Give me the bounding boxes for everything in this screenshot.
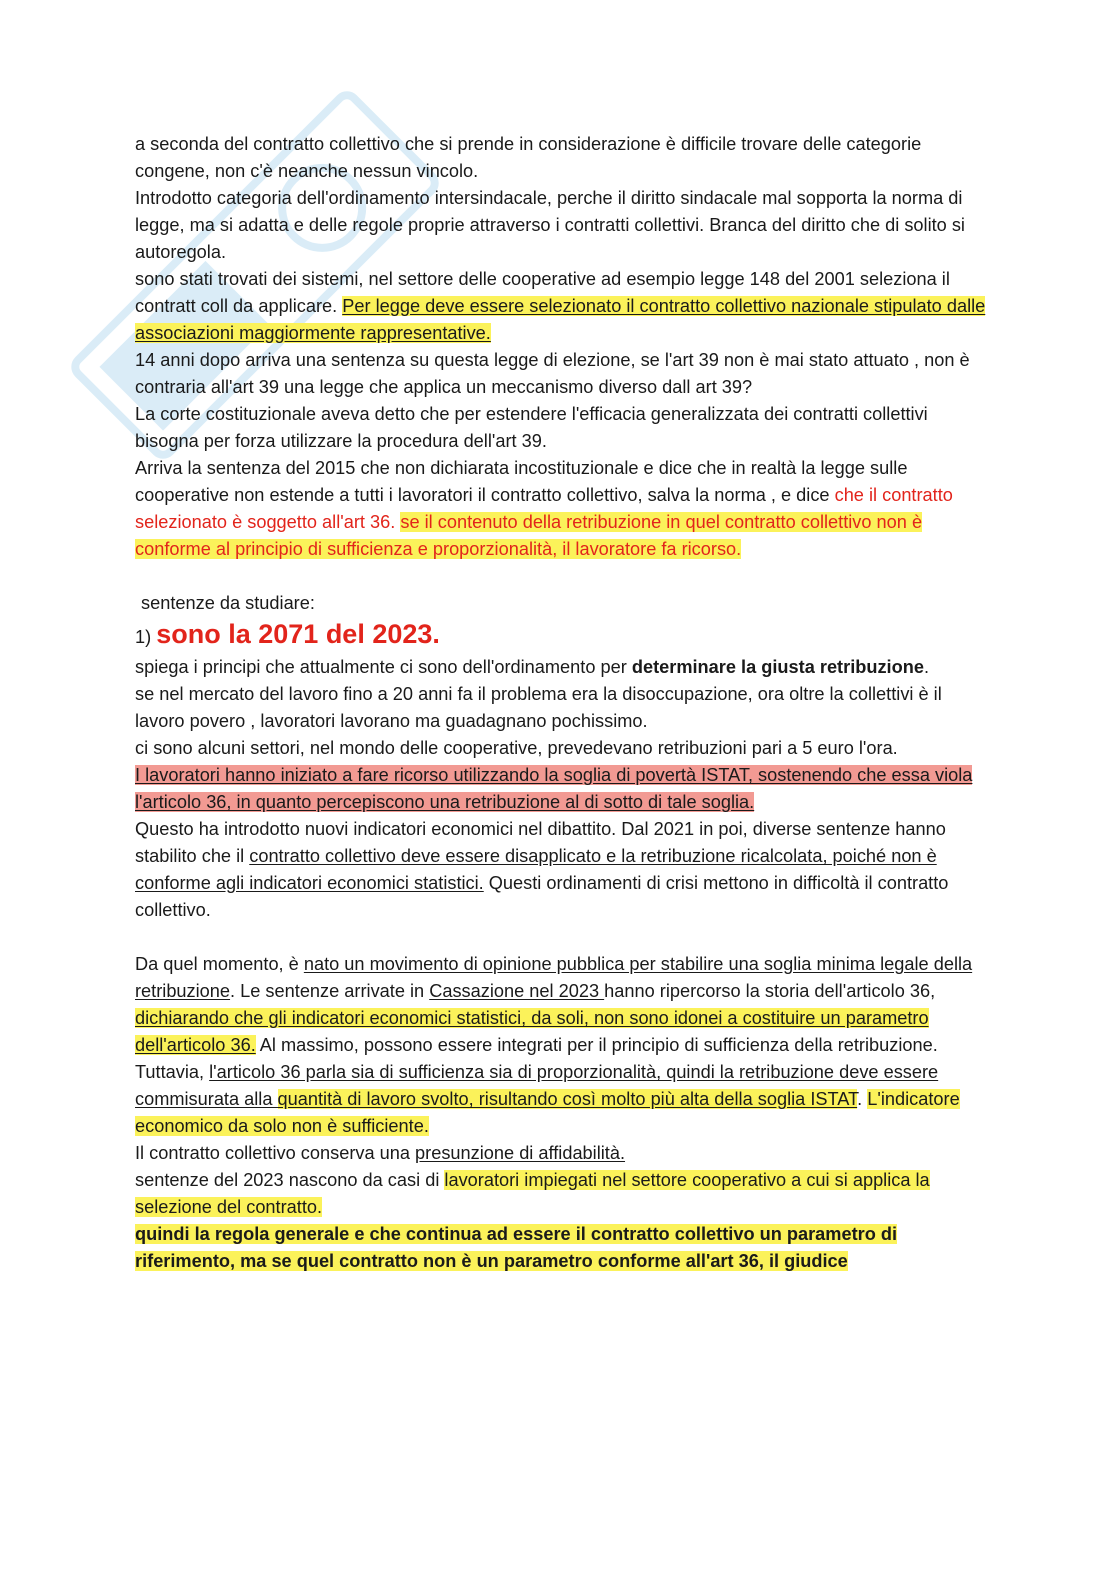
underline-soglia-minima: nato un movimento di opinione pubblica per stabilire una soglia minima legale della retribuzione — [135, 954, 973, 1001]
p12-part-e: hanno ripercorso la storia dell'articolo 36, — [604, 981, 936, 1001]
sentence-heading — [135, 617, 995, 654]
spacer-2 — [135, 924, 995, 951]
highlight-indicatore-solo: L'indicatore economico da solo non è sufficiente. — [135, 1089, 960, 1136]
underline-disapplicato: contratto collettivo deve essere disapplicato e la retribuzione ricalcolata, poiché non è conforme agli indicatori economici statistici. — [135, 846, 937, 893]
p12-part-g: Al massimo, possono essere integrati per il principio di sufficienza della retribuzione. Tuttavia, — [135, 1035, 938, 1082]
paragraph-3-text: sono stati trovati dei sistemi, nel settore delle cooperative ad esempio legge 148 del 2001 seleziona il contratt coll da applicare. — [135, 269, 950, 316]
paragraph-4: 14 anni dopo arriva una sentenza su questa legge di elezione, se l'art 39 non è mai stato attuato , non è contraria all'art 39 una legge che applica un meccanismo diverso dall art 39? — [135, 350, 970, 397]
highlight-cooperativo: lavoratori impiegati nel settore cooperativo a cui si applica la selezione del contratto. — [135, 1170, 930, 1217]
p14-part-a: sentenze del 2023 nascono da casi di — [135, 1170, 445, 1190]
paragraph-7-text: spiega i principi che attualmente ci sono dell'ordinamento per — [135, 657, 632, 677]
paragraph-2: Introdotto categoria dell'ordinamento intersindacale, perche il diritto sindacale mal sopporta la norma di legge, ma si adatta e delle regole proprie attraverso i contratti collettivi. Branca del diritto che di solito si autoregola. — [135, 188, 965, 262]
paragraph-8: se nel mercato del lavoro fino a 20 anni fa il problema era la disoccupazione, ora oltre la collettivi è il lavoro povero , lavoratori lavorano ma guadagnano pochissimo. — [135, 684, 942, 731]
paragraph-1: a seconda del contratto collettivo che si prende in considerazione è difficile trovare delle categorie congene, non c'è neanche nessun vincolo. — [135, 134, 922, 181]
paragraph-6 — [135, 455, 995, 563]
highlight-quantita: quantità di lavoro svolto, risultando così molto più alta della soglia ISTAT — [277, 1089, 858, 1109]
p12-part-a: Da quel momento, è — [135, 954, 304, 974]
paragraph-13 — [135, 1140, 995, 1167]
underline-cassazione: Cassazione nel 2023 — [429, 981, 605, 1001]
paragraph-9: ci sono alcuni settori, nel mondo delle cooperative, prevedevano retribuzioni pari a 5 euro l'ora. — [135, 738, 898, 758]
paragraph-11 — [135, 816, 995, 924]
paragraph-12 — [135, 951, 995, 1140]
underline-articolo36: l'articolo 36 parla sia di sufficienza sia di proporzionalità, quindi la retribuzione deve essere commisurata alla — [135, 1062, 939, 1109]
paragraph-7 — [135, 654, 995, 681]
highlight-legge: Per legge deve essere selezionato il contratto collettivo nazionale stipulato dalle associazioni maggiormente rappresentative. — [135, 296, 986, 343]
item-number: 1) — [135, 627, 152, 647]
paragraph-3 — [135, 266, 995, 347]
p12-part-c: . Le sentenze arrivate in — [230, 981, 430, 1001]
paragraph-11-text: Questo ha introdotto nuovi indicatori economici nel dibattito. Dal 2021 in poi, diverse sentenze hanno stabilito che il — [135, 819, 946, 866]
red-text-art36: che il contratto selezionato è soggetto all'art 36. — [135, 485, 953, 532]
underline-presunzione: presunzione di affidabilità. — [415, 1143, 626, 1163]
highlight-istat: I lavoratori hanno iniziato a fare ricorso utilizzando la soglia di povertà ISTAT, sostenendo che essa viola l'articolo 36, in quanto percepiscono una retribuzione al di sotto di tale soglia. — [135, 765, 973, 812]
highlight-regola-generale: quindi la regola generale e che continua ad essere il contratto collettivo un parametro di riferimento, ma se quel contratto non è un parametro conforme all'art 36 — [135, 1224, 898, 1271]
p12-part-j: . — [857, 1089, 868, 1109]
item-title: sono la 2071 del 2023. — [156, 619, 440, 649]
section-label: sentenze da studiare: — [141, 593, 315, 613]
paragraph-5: La corte costituzionale aveva detto che per estendere l'efficacia generalizzata dei contratti collettivi bisogna per forza utilizzare la procedura dell'art 39. — [135, 404, 928, 451]
spacer — [135, 563, 995, 590]
paragraph-11-end: Questi ordinamenti di crisi mettono in difficoltà il contratto collettivo. — [135, 873, 949, 920]
paragraph-7-end: . — [923, 657, 930, 677]
paragraph-15 — [135, 1221, 995, 1275]
highlight-giudice: , il giudice — [758, 1251, 848, 1271]
document-page — [135, 131, 995, 1275]
bold-giusta-retribuzione: determinare la giusta retribuzione — [631, 657, 924, 677]
highlight-ricorso: se il contenuto della retribuzione in quel contratto collettivo non è conforme al principio di sufficienza e proporzionalità, il lavoratore fa ricorso. — [135, 512, 923, 559]
paragraph-6-text: Arriva la sentenza del 2015 che non dichiarata incostituzionale e dice che in realtà la legge sulle cooperative non estende a tutti i lavoratori il contratto collettivo, salva la norma , e dice — [135, 458, 908, 505]
p13-part-a: Il contratto collettivo conserva una — [135, 1143, 416, 1163]
paragraph-14 — [135, 1167, 995, 1221]
paragraph-10 — [135, 762, 995, 816]
highlight-indicatori: dichiarando che gli indicatori economici statistici, da soli, non sono idonei a costituire un parametro dell'articolo 36. — [135, 1008, 929, 1055]
